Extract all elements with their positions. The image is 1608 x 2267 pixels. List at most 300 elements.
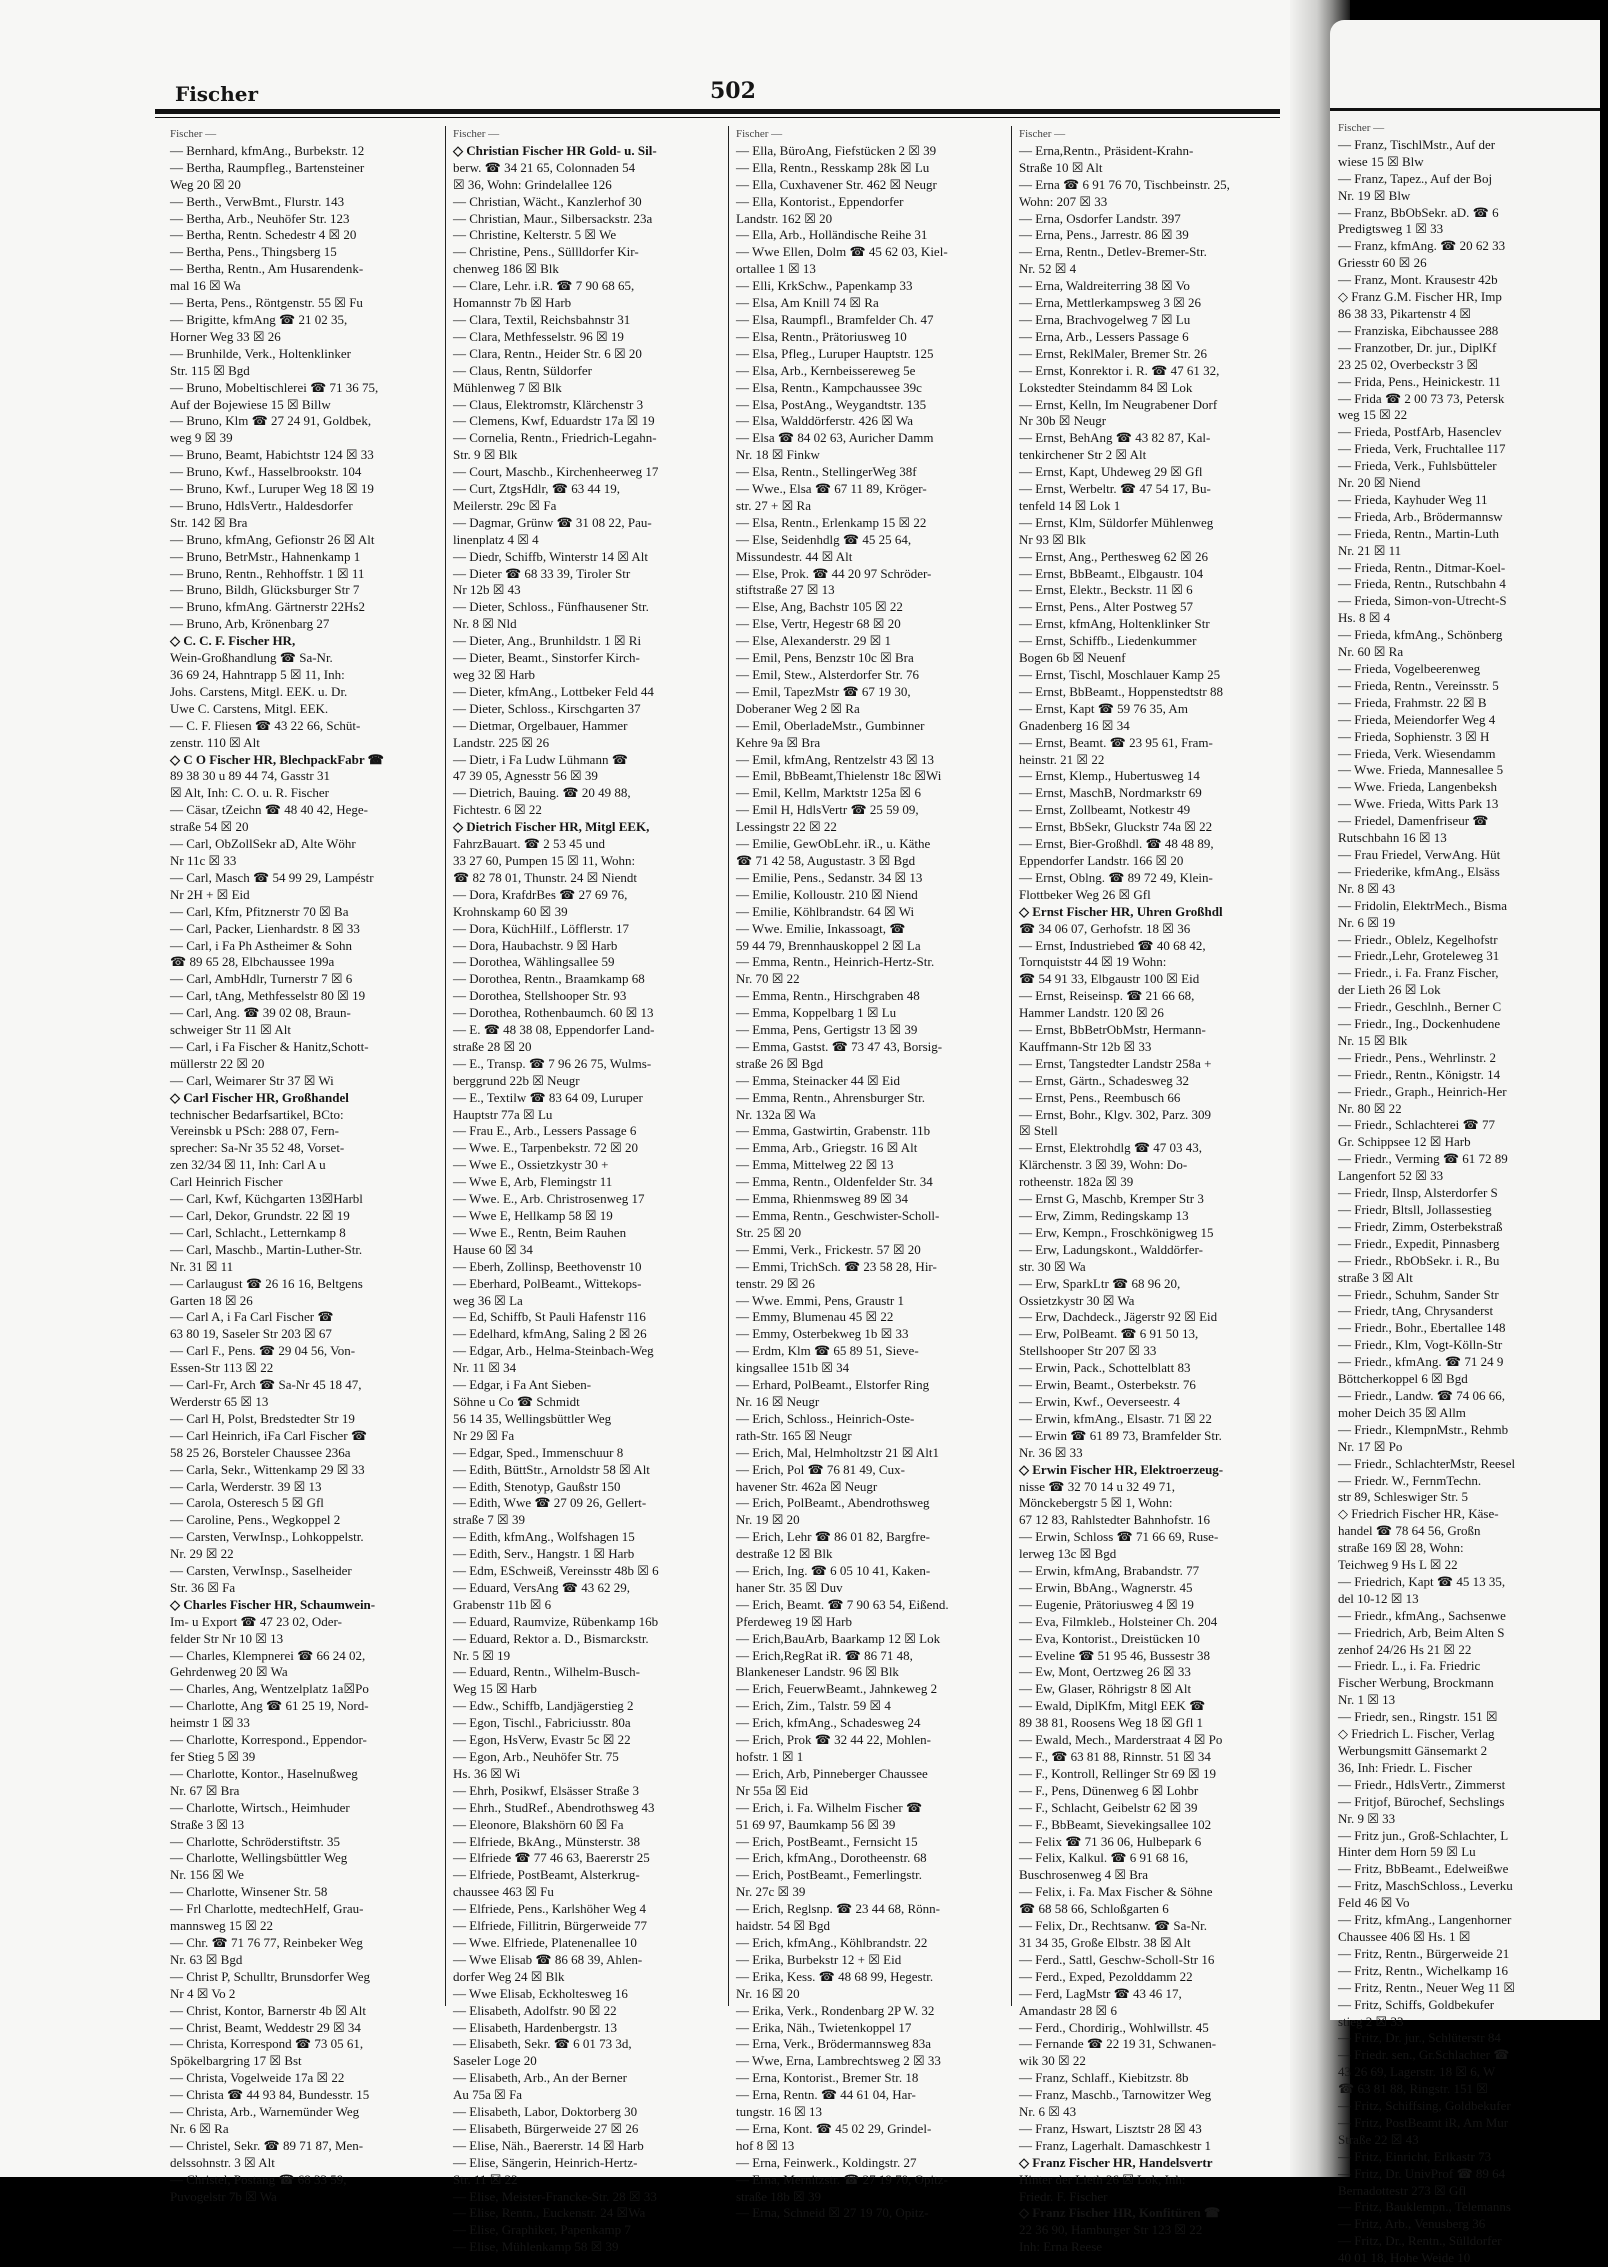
directory-entry: Nr 12b ☒ 43 (453, 582, 521, 598)
directory-entry: — Erwin, Kwf., Oeverseestr. 4 (1019, 1393, 1181, 1409)
directory-entry: — Brunhilde, Verk., Holtenklinker (170, 345, 352, 361)
directory-entry: ◇ C. C. F. Fischer HR, (170, 633, 296, 649)
directory-entry: ◇ Franz Fischer HR, Handelsvertr (1019, 2154, 1213, 2170)
directory-entry: Böttcherkoppel 6 ☒ Bgd (1338, 1371, 1468, 1387)
directory-entry: — Ernst, Bier-Großhdl. ☎ 48 48 89, (1019, 836, 1214, 852)
directory-entry: ◇ Carl Fischer HR, Großhandel (170, 1089, 349, 1105)
directory-entry: Doberaner Weg 2 ☒ Ra (736, 700, 860, 716)
directory-entry: — Emma, Pens, Gertigstr 13 ☒ 39 (736, 1022, 918, 1038)
directory-entry: — Friedr., Schuhm, Sander Str (1338, 1286, 1499, 1302)
directory-entry: — Erwin, kfmAng., Elsastr. 71 ☒ 22 (1019, 1410, 1212, 1426)
directory-entry: — Friedr., SchlachterMstr, Reesel (1338, 1455, 1516, 1471)
column-caption: Fischer — (1019, 128, 1066, 140)
directory-entry: — Ed, Schiffb, St Pauli Hafenstr 116 (453, 1309, 646, 1325)
directory-entry: — Franz, Maschb., Tarnowitzer Weg (1019, 2087, 1212, 2103)
directory-entry: — Friedr., Graph., Heinrich-Her (1338, 1083, 1507, 1099)
directory-entry: — Ernst, Reiseinsp. ☎ 21 66 68, (1019, 988, 1195, 1004)
directory-entry: moher Deich 35 ☒ Allm (1338, 1404, 1466, 1420)
directory-entry: — Friedr, Ilnsp, Alsterdorfer S (1338, 1185, 1498, 1201)
directory-entry: — Friedr., Rentn., Königstr. 14 (1338, 1066, 1501, 1082)
directory-entry: — Erw, Kempn., Froschkönigweg 15 (1019, 1224, 1214, 1240)
directory-entry: — Friedr., Bohr., Ebertallee 148 (1338, 1320, 1506, 1336)
directory-entry: — Fritz, MaschSchloss., Leverku (1338, 1878, 1513, 1894)
directory-entry: — Ernst, Pens., Reembusch 66 (1019, 1089, 1181, 1105)
directory-entry: — Emmy, Blumenau 45 ☒ 22 (736, 1309, 894, 1325)
directory-entry: zenstr. 110 ☒ Alt (170, 734, 260, 750)
directory-entry: Weg 20 ☒ 20 (170, 176, 241, 192)
directory-entry: Str. 11 ☒ 22 (453, 2171, 518, 2187)
directory-entry: — Caroline, Pens., Wegkoppel 2 (170, 1512, 341, 1528)
directory-entry: — Christ P, Schulltr, Brunsdorfer Weg (170, 1968, 371, 1984)
directory-entry: Straße 22 ☒ 43 (1338, 2131, 1419, 2147)
directory-entry: — Wwe E, Hellkamp 58 ☒ 19 (453, 1208, 613, 1223)
directory-entry: Nr. 6 ☒ 19 (1338, 914, 1396, 930)
directory-entry: — Ernst, Gärtn., Schadesweg 32 (1019, 1072, 1190, 1088)
directory-entry: fer Stieg 5 ☒ 39 (170, 1749, 256, 1764)
directory-entry: Hause 60 ☒ 34 (453, 1241, 533, 1257)
directory-entry: 59 44 79, Brennhauskoppel 2 ☒ La (736, 937, 921, 953)
directory-entry: — Frieda, Verk, Fruchtallee 117 (1338, 441, 1506, 457)
directory-entry: — Erich, kfmAng., Schadesweg 24 (736, 1715, 921, 1731)
directory-entry: — Emma, Gastst. ☎ 73 47 43, Borsig- (736, 1038, 943, 1054)
directory-entry: — Frieda, Rentn., Ditmar-Koel- (1338, 559, 1506, 575)
directory-entry: ☎ 68 58 66, Schloßgarten 6 (1019, 1901, 1169, 1917)
directory-entry: wiese 15 ☒ Blw (1338, 153, 1424, 169)
directory-entry: — Fritz, kfmAng., Langenhorner (1338, 1912, 1512, 1928)
directory-entry: tenfeld 14 ☒ Lok 1 (1019, 497, 1121, 513)
directory-entry: Kehre 9a ☒ Bra (736, 734, 821, 750)
directory-entry: ☎ 63 81 88, Ringstr. 151 ☒ (1338, 2081, 1488, 2097)
directory-entry: — Emilie, Pens., Sedanstr. 34 ☒ 13 (736, 869, 923, 885)
facing-header-rule (1330, 108, 1600, 111)
directory-entry: — Erich,RegRat iR. ☎ 86 71 48, (736, 1647, 913, 1663)
directory-entry: — Friedr., Klm, Vogt-Kölln-Str (1338, 1337, 1503, 1353)
directory-entry: — Elise, Rentn., Euckenstr. 24 ☒Wa (453, 2205, 646, 2221)
directory-entry: — Elfriede, BkAng., Münsterstr. 38 (453, 1833, 641, 1849)
directory-entry: Meilerstr. 29c ☒ Fa (453, 497, 557, 513)
directory-entry: — Wwe Elisab ☎ 86 68 39, Ahlen- (453, 1951, 643, 1967)
column-caption: Fischer — (453, 128, 500, 140)
directory-entry: Horner Weg 33 ☒ 26 (170, 328, 281, 344)
directory-entry: — Ferd., Exped, Pezolddamm 22 (1019, 1968, 1193, 1984)
directory-entry: — Carola, Osteresch 5 ☒ Gfl (170, 1495, 324, 1511)
directory-entry: — Ewald, Mech., Marderstraat 4 ☒ Po (1019, 1732, 1223, 1748)
directory-entry: mannsweg 15 ☒ 22 (170, 1918, 274, 1934)
directory-entry: — Elisabeth, Labor, Doktorberg 30 (453, 2104, 638, 2120)
directory-entry: — Emilie, Kolloustr. 210 ☒ Niend (736, 886, 918, 902)
directory-entry: — Eduard, VersAng ☎ 43 62 29, (453, 1579, 630, 1595)
directory-entry: Mühlenweg 7 ☒ Blk (453, 379, 562, 395)
directory-entry: — Frieda, Meiendorfer Weg 4 (1338, 711, 1496, 727)
directory-entry: — Friedr, Zimm, Osterbekstraß (1338, 1218, 1503, 1234)
directory-entry: der Lieth 26 ☒ Lok (1338, 982, 1441, 998)
directory-entry: — Bruno, HdlsVertr., Haldesdorfer (170, 497, 353, 513)
directory-entry: — Ew, Mont, Oertzweg 26 ☒ 33 (1019, 1664, 1191, 1680)
directory-entry: — Ferd, LagMstr ☎ 43 46 17, (1019, 1985, 1182, 2001)
directory-entry: — Christa, Arb., Warnemünder Weg (170, 2104, 360, 2120)
directory-entry: Nr 30b ☒ Neugr (1019, 413, 1107, 429)
directory-entry: — Ella, Rentn., Resskamp 28k ☒ Lu (736, 159, 930, 175)
directory-entry: — Elsa, Raumpfl., Bramfelder Ch. 47 (736, 311, 934, 327)
directory-entry: Friedr. F. Fischer (1019, 2188, 1108, 2204)
directory-entry: — Emil H, HdlsVertr ☎ 25 59 09, (736, 802, 919, 818)
directory-entry: Nr. 80 ☒ 22 (1338, 1100, 1402, 1116)
directory-entry: Saseler Loge 20 (453, 2053, 537, 2069)
directory-entry: — Dietrich, Bauing. ☎ 20 49 88, (453, 785, 631, 801)
directory-entry: — Wwe. Frieda, Langenbeksh (1338, 779, 1497, 795)
directory-entry: — Frieda, PostfArb, Hasenclev (1338, 424, 1502, 440)
directory-entry: Nr 29 ☒ Fa (453, 1427, 515, 1443)
directory-entry: — Friedr. sen., Gr.Schlachter ☎ (1338, 2047, 1510, 2063)
directory-entry: — Bruno, Arb, Krönenbarg 27 (170, 616, 330, 632)
directory-entry: — Erich,BauArb, Baarkamp 12 ☒ Lok (736, 1630, 941, 1646)
directory-entry: Gehrdenweg 20 ☒ Wa (170, 1664, 288, 1680)
directory-entry: lerweg 13c ☒ Bgd (1019, 1546, 1117, 1562)
directory-entry: — Erw, Dachdeck., Jägerstr 92 ☒ Eid (1019, 1309, 1218, 1325)
directory-entry: — Frieda, Vogelbeerenweg (1338, 661, 1481, 676)
directory-entry: ◇ Franz G.M. Fischer HR, Imp (1338, 289, 1502, 305)
directory-entry: — Eduard, Rentn., Wilhelm-Busch- (453, 1664, 640, 1680)
directory-entry: Nr. 60 ☒ Ra (1338, 644, 1404, 660)
directory-entry: Nr. 9 ☒ 33 (1338, 1810, 1396, 1826)
directory-entry: — Edith, BüttStr., Arnoldstr 58 ☒ Alt (453, 1461, 650, 1477)
directory-entry: — Eberhard, PolBeamt., Wittekops- (453, 1275, 642, 1291)
directory-entry: — Friedr. W., FernmTechn. (1338, 1472, 1482, 1488)
directory-entry: Söhne u Co ☎ Schmidt (453, 1393, 580, 1409)
directory-entry: — Emma, Gastwirtin, Grabenstr. 11b (736, 1123, 931, 1139)
directory-entry: — Wwe Ellen, Dolm ☎ 45 62 03, Kiel- (736, 244, 948, 260)
directory-entry: — Ernst, BbSekr, Gluckstr 74a ☒ 22 (1019, 819, 1213, 835)
directory-entry: haner Str. 35 ☒ Duv (736, 1579, 843, 1595)
directory-entry: — Frida ☎ 2 00 73 73, Petersk (1338, 390, 1505, 406)
directory-entry: — Dorothea, Stellshooper Str. 93 (453, 988, 627, 1004)
directory-entry: — Friedr., Oblelz, Kegelhofstr (1338, 931, 1498, 947)
directory-entry: Nr. 11 ☒ 34 (453, 1360, 517, 1376)
directory-entry: — Bruno, kfmAng, Gefionstr 26 ☒ Alt (170, 531, 375, 547)
directory-entry: — Edith, Serv., Hangstr. 1 ☒ Harb (453, 1546, 635, 1562)
directory-entry: straße 169 ☒ 28, Wohn: (1338, 1540, 1464, 1556)
directory-entry: — Franziska, Eibchaussee 288 (1338, 322, 1499, 338)
directory-entry: felder Str Nr 10 ☒ 13 (170, 1630, 284, 1646)
directory-entry: — Elfriede, Fillitrin, Bürgerweide 77 (453, 1918, 647, 1934)
directory-entry: — Frieda, Verk. Wiesendamm (1338, 745, 1496, 761)
directory-entry: tenstr. 29 ☒ 26 (736, 1275, 815, 1291)
facing-page (1330, 20, 1600, 2266)
directory-entry: — Carl, ObZollSekr aD, Alte Wöhr (170, 836, 356, 852)
directory-entry: str. 30 ☒ Wa (1019, 1258, 1086, 1274)
directory-entry: — Ernst, BbBeamt., Elbgaustr. 104 (1019, 565, 1204, 581)
directory-entry: Str. 25 ☒ 20 (736, 1224, 802, 1240)
directory-entry: — Bertha, Pens., Thingsberg 15 (170, 244, 337, 260)
directory-entry: — Egon, HsVerw, Evastr 5c ☒ 22 (453, 1732, 631, 1748)
directory-entry: Str. 115 ☒ Bgd (170, 362, 250, 378)
directory-entry: zen 32/34 ☒ 11, Inh: Carl A u (170, 1157, 326, 1173)
directory-entry: — Erich, PostBeamt., Fernsicht 15 (736, 1833, 918, 1849)
directory-entry: — Friedr. L., i. Fa. Friedric (1338, 1658, 1481, 1674)
directory-entry: — Eduard, Rektor a. D., Bismarckstr. (453, 1630, 649, 1646)
directory-entry: Nr. 70 ☒ 22 (736, 971, 800, 987)
directory-entry: — Wwe. Elfriede, Platenenallee 10 (453, 1934, 637, 1950)
directory-entry: Missundestr. 44 ☒ Alt (736, 548, 853, 564)
directory-entry: weg 32 ☒ Harb (453, 667, 536, 682)
directory-entry: Chaussee 406 ☒ Hs. 1 ☒ (1338, 1928, 1471, 1944)
directory-entry: ☎ 71 42 58, Augustastr. 3 ☒ Bgd (736, 852, 916, 868)
directory-entry: ☒ 36, Wohn: Grindelallee 126 (453, 176, 612, 192)
directory-entry: Nr. 21 ☒ 11 (1338, 542, 1402, 558)
directory-entry: — Emilie, Köhlbrandstr. 64 ☒ Wi (736, 903, 915, 919)
header-rule-thick (155, 109, 1280, 114)
directory-entry: — Eleonore, Blakshörn 60 ☒ Fa (453, 1816, 624, 1832)
directory-entry: — Charlotte, Wellingsbüttler Weg (170, 1850, 348, 1866)
directory-entry: — Fernande ☎ 22 19 31, Schwanen- (1019, 2036, 1217, 2052)
directory-entry: zenhof 24/26 Hs 21 ☒ 22 (1338, 1641, 1472, 1657)
directory-entry: Lokstedter Steindamm 84 ☒ Lok (1019, 379, 1193, 395)
directory-entry: Kauffmann-Str 12b ☒ 33 (1019, 1038, 1152, 1054)
directory-entry: — Erich, i. Fa. Wilhelm Fischer ☎ (736, 1799, 923, 1815)
directory-entry: — Wwe E., Rentn, Beim Rauhen (453, 1224, 627, 1240)
directory-entry: — Carl, Packer, Lienhardstr. 8 ☒ 33 (170, 920, 360, 936)
directory-entry: — Carl A, i Fa Carl Fischer ☎ (170, 1309, 334, 1325)
directory-entry: — Friedr., kfmAng., Sachsenwe (1338, 1607, 1506, 1623)
directory-entry: — Edith, Stenotyp, Gaußstr 150 (453, 1478, 621, 1494)
directory-entry: — Erna, Feinwerk., Koldingstr. 27 (736, 2154, 917, 2170)
directory-entry: — Else, Ang, Bachstr 105 ☒ 22 (736, 599, 903, 615)
directory-entry: — Carl, Masch ☎ 54 99 29, Lampéstr (170, 869, 374, 885)
directory-entry: — Fritz, Rentn., Neuer Weg 11 ☒ (1338, 1979, 1516, 1995)
directory-entry: — Carla, Sekr., Wittenkamp 29 ☒ 33 (170, 1461, 365, 1477)
directory-entry: — Carl, Dekor, Grundstr. 22 ☒ 19 (170, 1208, 350, 1223)
directory-entry: — Wwe E., Ossietzkystr 30 + (453, 1157, 609, 1173)
directory-entry: — Ferd., Sattl, Geschw-Scholl-Str 16 (1019, 1951, 1215, 1967)
directory-entry: — Friedr., Expedit, Pinnasberg (1338, 1235, 1500, 1251)
directory-entry: — Ehrh, Posikwf, Elsässer Straße 3 (453, 1782, 639, 1798)
directory-entry: Uwe C. Carstens, Mitgl. EEK. (170, 700, 329, 716)
directory-entry: ◇ Franz Fischer HR, Konfitüren ☎ (1019, 2205, 1221, 2221)
directory-entry: — Else, Vertr, Hegestr 68 ☒ 20 (736, 616, 901, 632)
directory-entry: — Erich, Pol ☎ 76 81 49, Cux- (736, 1461, 905, 1477)
directory-entry: FahrzBauart. ☎ 2 53 45 und (453, 836, 605, 852)
directory-entry: Ossietzkystr 30 ☒ Wa (1019, 1292, 1135, 1308)
directory-entry: — Erich, Mal, Helmholtzstr 21 ☒ Alt1 (736, 1444, 940, 1460)
directory-entry: Straße 3 ☒ 13 (170, 1816, 245, 1832)
directory-entry: ◇ Dietrich Fischer HR, Mitgl EEK, (453, 819, 650, 835)
directory-entry: Pferdeweg 19 ☒ Harb (736, 1613, 852, 1629)
directory-entry: — Wwe. Emilie, Inkassoagt, ☎ (736, 920, 906, 936)
directory-entry: — Carl, i Fa Ph Astheimer & Sohn (170, 937, 352, 953)
directory-entry: hofstr. 1 ☒ 1 (736, 1749, 804, 1764)
directory-entry: — Fritjof, Bürochef, Sechslings (1338, 1793, 1505, 1809)
directory-entry: — Elisabeth, Adolfstr. 90 ☒ 22 (453, 2002, 617, 2018)
directory-entry: — Ernst, Pens., Alter Postweg 57 (1019, 599, 1194, 615)
directory-entry: — Erika, Näh., Twietenkoppel 17 (736, 2019, 912, 2035)
directory-entry: Nr. 19 ☒ 20 (736, 1512, 800, 1528)
directory-entry: — Carl H, Polst, Bredstedter Str 19 (170, 1410, 355, 1426)
directory-entry: — Erna, Rentn., Detlev-Bremer-Str. (1019, 244, 1207, 260)
directory-entry: — Fritz, Schiffs, Goldbekufer (1338, 1996, 1495, 2012)
directory-entry: — Else, Seidenhdlg ☎ 45 25 64, (736, 531, 912, 547)
directory-entry: Nr 93 ☒ Blk (1019, 531, 1086, 547)
directory-entry: — Claus, Elektromstr, Klärchenstr 3 (453, 396, 644, 412)
directory-entry: — Berta, Pens., Röntgenstr. 55 ☒ Fu (170, 295, 363, 311)
directory-entry: — Felix, i. Fa. Max Fischer & Söhne (1019, 1884, 1213, 1900)
directory-entry: — Elisabeth, Arb., An der Berner (453, 2070, 628, 2086)
directory-entry: — Frau Friedel, VerwAng. Hüt (1338, 846, 1501, 862)
directory-entry: — Dietmar, Orgelbauer, Hammer (453, 717, 628, 733)
directory-entry: Nr. 8 ☒ Nld (453, 616, 517, 632)
directory-entry: — Frau E., Arb., Lessers Passage 6 (453, 1123, 637, 1139)
directory-entry: — Friedr, Bltsll, Jollassestieg (1338, 1202, 1492, 1217)
directory-entry: — Charles, Klempnerei ☎ 66 24 02, (170, 1647, 366, 1663)
directory-entry: 86 38 33, Pikartenstr 4 ☒ (1338, 305, 1471, 321)
directory-entry: Nr. 6 ☒ 43 (1019, 2104, 1077, 2120)
directory-entry: — Wwe. E., Tarpenbekstr. 72 ☒ 20 (453, 1140, 639, 1156)
directory-entry: — E., Transp. ☎ 7 96 26 75, Wulms- (453, 1055, 652, 1071)
directory-entry: — Bruno, Mobeltischlerei ☎ 71 36 75, (170, 379, 379, 395)
directory-entry: Fichtestr. 6 ☒ 22 (453, 802, 542, 818)
directory-entry: — Eberh, Zollinsp, Beethovenstr 10 (453, 1258, 642, 1274)
directory-entry: — Dieter, Schloss., Fünfhausener Str. (453, 599, 649, 615)
directory-entry: ☎ 82 78 01, Thunstr. 24 ☒ Niendt (453, 869, 637, 885)
directory-entry: — Eva, Kontorist., Dreistücken 10 (1019, 1630, 1200, 1646)
directory-entry: Johs. Carstens, Mitgl. EEK. u. Dr. (170, 683, 348, 699)
directory-entry: sprecher: Sa-Nr 35 52 48, Vorset- (170, 1140, 345, 1156)
directory-entry: — Friedrich, Arb, Beim Alten S (1338, 1624, 1505, 1640)
directory-entry: — Ernst, Elektrohdlg ☎ 47 03 43, (1019, 1140, 1203, 1156)
directory-entry: — Erwin ☎ 61 89 73, Bramfelder Str. (1019, 1427, 1222, 1443)
directory-entry: — Chr. ☎ 71 76 77, Reinbeker Weg (170, 1934, 363, 1950)
directory-entry: — Charlotte, Schröderstiftstr. 35 (170, 1833, 341, 1849)
directory-entry: — Elise, Meister-Francke-Str. 28 ☒ 33 (453, 2188, 657, 2204)
directory-entry: Rutschbahn 16 ☒ 13 (1338, 830, 1447, 846)
directory-entry: — Elisabeth, Sekr. ☎ 6 01 73 3d, (453, 2036, 632, 2052)
directory-entry: — Erna,Rentn., Präsident-Krahn- (1019, 142, 1194, 158)
directory-entry: — Franz, kfmAng. ☎ 20 62 33 (1338, 238, 1506, 254)
directory-entry: — Erwin, Beamt., Osterbekstr. 76 (1019, 1377, 1196, 1393)
directory-entry: — Elsa, Rentn., StellingerWeg 38f (736, 464, 917, 480)
directory-entry: — Elsa, PostAng., Weygandtstr. 135 (736, 396, 927, 412)
directory-entry: — Elfriede, PostBeamt, Alsterkrug- (453, 1867, 640, 1883)
directory-entry: — Ernst, Beamt. ☎ 23 95 61, Fram- (1019, 734, 1213, 750)
directory-entry: — Friedr., Schlachterei ☎ 77 (1338, 1117, 1495, 1133)
directory-entry: Stellshooper Str 207 ☒ 33 (1019, 1343, 1157, 1359)
directory-entry: — Dorothea, Rentn., Braamkamp 68 (453, 971, 645, 987)
header-rule-thin (155, 117, 1280, 118)
directory-entry: — Friedr., RbObSekr. i. R., Bu (1338, 1252, 1500, 1268)
directory-entry: — Emil, TapezMstr ☎ 67 19 30, (736, 683, 911, 699)
directory-entry: — Christel, Sekr. ☎ 89 71 87, Men- (170, 2137, 364, 2153)
directory-entry: — Ernst, Oblng. ☎ 89 72 49, Klein- (1019, 869, 1213, 885)
directory-entry: Gr. Schippsee 12 ☒ Harb (1338, 1134, 1471, 1150)
directory-entry: — Ernst G, Maschb, Kremper Str 3 (1019, 1191, 1204, 1207)
directory-entry: — Elfriede, Pens., Karlshöher Weg 4 (453, 1901, 646, 1917)
directory-entry: — Fritz, BbBeamt., Edelweißwe (1338, 1861, 1509, 1877)
directory-entry: — Dorothea, Rothenbaumch. 60 ☒ 13 (453, 1005, 654, 1021)
directory-entry: — Curt, ZtgsHdlr, ☎ 63 44 19, (453, 481, 620, 497)
directory-entry: Landstr. 162 ☒ 20 (736, 210, 833, 226)
directory-entry: Hinter der Lieth 26 ☒ Lok, Inh: (1019, 2171, 1186, 2187)
directory-entry: — Ernst, BehAng ☎ 43 82 87, Kal- (1019, 430, 1211, 446)
directory-entry: — Carl, Schlacht., Letternkamp 8 (170, 1224, 346, 1240)
directory-entry: Fischer Werbung, Brockmann (1338, 1675, 1494, 1691)
directory-entry: — Ernst, BbBeamt., Hoppenstedtstr 88 (1019, 683, 1224, 699)
directory-entry: — Friedr., Verming ☎ 61 72 89 (1338, 1151, 1508, 1167)
directory-entry: Nr. 6 ☒ Ra (170, 2120, 229, 2136)
directory-entry: Hs. 8 ☒ 4 (1338, 610, 1391, 626)
directory-entry: — Erika, Verk., Rondenbarg 2P W. 32 (736, 2002, 935, 2018)
directory-entry: — Emmi, TrichSch. ☎ 23 58 28, Hir- (736, 1258, 937, 1274)
directory-entry: — Felix ☎ 71 36 06, Hulbepark 6 (1019, 1833, 1202, 1849)
directory-entry: — Edgar, Sped., Immenschuur 8 (453, 1444, 624, 1460)
directory-entry: straße 18b ☒ 39 (736, 2188, 821, 2204)
directory-entry: Bernadottestr 273 ☒ Gfl (1338, 2182, 1467, 2198)
directory-entry: — Erwin, kfmAng, Brabandstr. 77 (1019, 1563, 1200, 1579)
directory-entry: Hauptstr 77a ☒ Lu (453, 1106, 553, 1122)
directory-entry: — Ehrh., StudRef., Abendrothsweg 43 (453, 1799, 655, 1815)
directory-entry: — Clara, Textil, Reichsbahnstr 31 (453, 311, 631, 327)
directory-entry: müllerstr 22 ☒ 20 (170, 1055, 265, 1071)
directory-entry: Hs. 36 ☒ Wi (453, 1765, 521, 1781)
directory-entry: — Erna, Mernitzstr. ☎ 27 19 70, Opitz- (736, 2171, 948, 2187)
directory-entry: — Friedrich, Kapt ☎ 45 13 35, (1338, 1573, 1506, 1589)
directory-entry: ☎ 89 65 28, Elbchaussee 199a (170, 954, 335, 970)
directory-entry: kingsallee 151b ☒ 34 (736, 1360, 850, 1376)
directory-entry: — Else, Alexanderstr. 29 ☒ 1 (736, 633, 891, 649)
directory-entry: — Dieter ☎ 68 33 39, Tiroler Str (453, 565, 631, 581)
directory-entry: — Frl Charlotte, medtechHelf, Grau- (170, 1901, 364, 1917)
directory-entry: Buschrosenweg 4 ☒ Bra (1019, 1867, 1148, 1883)
directory-entry: Nr. 18 ☒ Finkw (736, 447, 820, 463)
directory-entry: ☒ Stell (1019, 1123, 1058, 1139)
directory-entry: Nr 11c ☒ 33 (170, 852, 237, 868)
directory-entry: — Elise, Mühlenkamp 58 ☒ 39 (453, 2239, 619, 2255)
directory-entry: — Erna, Osdorfer Landstr. 397 (1019, 210, 1181, 226)
directory-entry: — Erwin, BbAng., Wagnerstr. 45 (1019, 1579, 1193, 1595)
directory-entry: — Erich, Zim., Talstr. 59 ☒ 4 (736, 1698, 891, 1714)
directory-entry: — E., Textilw ☎ 83 64 09, Luruper (453, 1089, 643, 1105)
directory-entry: hof 8 ☒ 13 (736, 2137, 795, 2153)
directory-entry: Nr 2H + ☒ Eid (170, 886, 250, 902)
directory-entry: — Bertha, Rentn., Am Husarendenk- (170, 261, 364, 277)
directory-entry: straße 28 ☒ 20 (453, 1038, 532, 1054)
directory-entry: wik 30 ☒ 22 (1019, 2053, 1086, 2069)
directory-entry: schweiger Str 11 ☒ Alt (170, 1022, 291, 1038)
directory-entry: — Franz, Mont. Krausestr 42b (1338, 272, 1498, 288)
directory-entry: Weg 15 ☒ Harb (453, 1681, 537, 1697)
directory-entry: Essen-Str 113 ☒ 22 (170, 1360, 274, 1376)
directory-entry: — F., ☎ 63 81 88, Rinnstr. 51 ☒ 34 (1019, 1749, 1211, 1764)
directory-entry: Nr. 31 ☒ 11 (170, 1258, 234, 1274)
directory-entry: ortallee 1 ☒ 13 (736, 261, 816, 277)
directory-entry: 23 25 02, Overbeckstr 3 ☒ (1338, 356, 1479, 372)
directory-entry: — F., Schlacht, Geibelstr 62 ☒ 39 (1019, 1799, 1198, 1815)
directory-entry: — Emmi, Verk., Frickestr. 57 ☒ 20 (736, 1241, 921, 1257)
directory-entry: — Emma, Rentn., Oldenfelder Str. 34 (736, 1174, 933, 1190)
directory-entry: 47 39 05, Agnesstr 56 ☒ 39 (453, 768, 598, 784)
directory-entry: handel ☎ 78 64 56, Großn (1338, 1523, 1481, 1539)
directory-entry: 33 27 60, Pumpen 15 ☒ 11, Wohn: (453, 852, 636, 868)
directory-entry: — Erwin, Pack., Schottelblatt 83 (1019, 1360, 1191, 1376)
directory-entry: — Elli, KrkSchw., Papenkamp 33 (736, 278, 913, 294)
directory-entry: Straße 10 ☒ Alt (1019, 159, 1103, 175)
directory-entry: Griesstr 60 ☒ 26 (1338, 255, 1427, 271)
directory-entry: — Berth., VerwBmt., Flurstr. 143 (170, 193, 345, 209)
directory-entry: — Fritz, Rentn., Bürgerweide 21 (1338, 1945, 1510, 1961)
directory-entry: — F., Kontroll, Rellinger Str 69 ☒ 19 (1019, 1765, 1216, 1781)
directory-entry: — Erna, Pens., Jarrestr. 86 ☒ 39 (1019, 227, 1189, 243)
directory-entry: — Friedr., Geschlnh., Berner C (1338, 999, 1502, 1015)
directory-entry: — Frieda, Simon-von-Utrecht-S (1338, 593, 1507, 609)
directory-entry: Homannstr 7b ☒ Harb (453, 295, 572, 311)
